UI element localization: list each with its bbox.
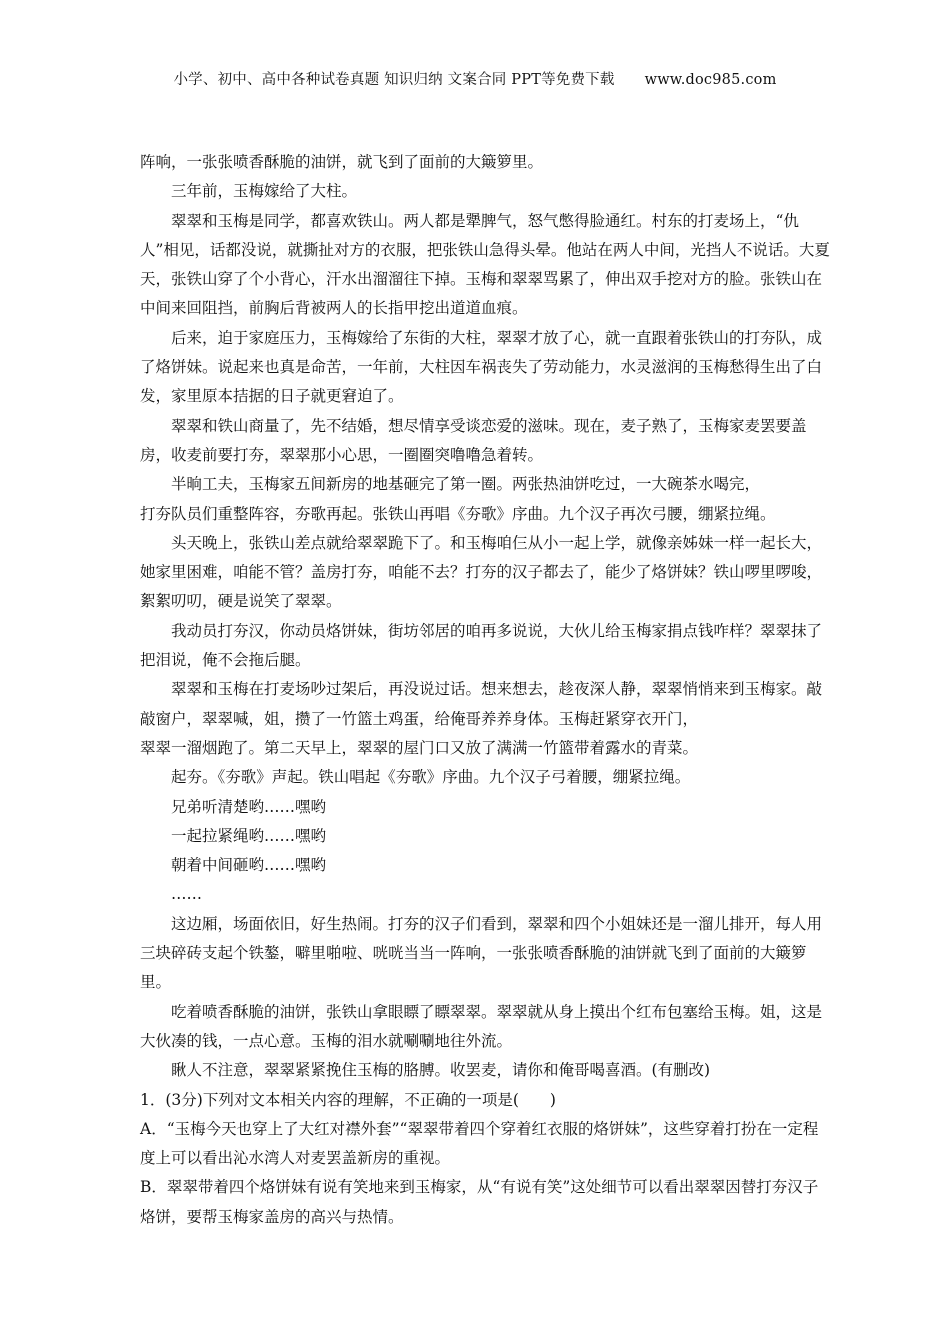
story-paragraph: 翠翠和玉梅是同学，都喜欢铁山。两人都是犟脾气，怒气憋得脸通红。村东的打麦场上，“仇人”相见，话都没说，就撕扯对方的衣服，把张铁山急得头晕。他站在两人中间，光挡人不说话。大夏天，张铁山穿了个小背心，汗水出溜溜往下掉。玉梅和翠翠骂累了，伸出双手挖对方的脸。张铁山在中间来回阻挡，前胸后背被两人的长指甲挖出道道血痕。 [140,211,830,318]
story-paragraph: 头天晚上，张铁山差点就给翠翠跪下了。和玉梅咱仨从小一起上学，就像亲姊妹一样一起长大，她家里困难，咱能不管？盖房打夯，咱能不去？打夯的汉子都去了，能少了烙饼妹？铁山啰里啰唆，絮絮叨叨，硬是说笑了翠翠。 [140,533,823,611]
header-site-link[interactable]: www.doc985.com [644,72,777,88]
story-paragraph: 这边厢，场面依旧，好生热闹。打夯的汉子们看到，翠翠和四个小姐妹还是一溜儿排开，每人用三块碎砖支起个铁鏊，噼里啪啦、咣咣当当一阵响，一张张喷香酥脆的油饼就飞到了面前的大簸箩里。 [140,914,823,992]
song-verse: …… [171,885,202,904]
story-paragraph: 三年前，玉梅嫁给了大柱。 [171,182,358,201]
story-paragraph: 我动员打夯汉，你动员烙饼妹，街坊邻居的咱再多说说，大伙儿给玉梅家捐点钱咋样？翠翠抹了把泪说，俺不会拖后腿。 [140,621,823,670]
song-verse: 一起拉紧绳哟……嘿哟 [171,826,327,845]
story-paragraph: 吃着喷香酥脆的油饼，张铁山拿眼瞟了瞟翠翠。翠翠就从身上摸出个红布包塞给玉梅。姐，这是大伙凑的钱，一点心意。玉梅的泪水就唰唰地往外流。 [140,1002,823,1050]
document-body [140,148,830,1232]
story-continuation: 阵响，一张张喷香酥脆的油饼，就飞到了面前的大簸箩里。 [140,153,544,171]
header-text: 小学、初中、高中各种试卷真题 知识归纳 文案合同 PPT等免费下载 [173,72,615,88]
story-paragraph: 翠翠和玉梅在打麦场吵过架后，再没说过话。想来想去，趁夜深人静，翠翠悄悄来到玉梅家。敲敲窗户，翠翠喊，姐，攒了一竹篮土鸡蛋，给俺哥养养身体。玉梅赶紧穿衣开门， [140,680,823,728]
story-paragraph-cont: 翠翠一溜烟跑了。第二天早上，翠翠的屋门口又放了满满一竹篮带着露水的青菜。 [140,738,699,757]
song-verse: 兄弟听清楚哟……嘿哟 [171,797,327,816]
story-paragraph: 瞅人不注意，翠翠紧紧挽住玉梅的胳膊。收罢麦，请你和俺哥喝喜酒。(有删改) [171,1061,711,1080]
story-paragraph: 半晌工夫，玉梅家五间新房的地基砸完了第一圈。两张热油饼吃过，一大碗茶水喝完， [171,475,761,494]
story-paragraph: 后来，迫于家庭压力，玉梅嫁给了东街的大柱，翠翠才放了心，就一直跟着张铁山的打夯队，成了烙饼妹。说起来也真是命苦，一年前，大柱因车祸丧失了劳动能力，水灵滋润的玉梅愁得生出了白发，家里原本拮据的日子就更窘迫了。 [140,328,823,406]
question-option-a: A．“玉梅今天也穿上了大红对襟外套”“翠翠带着四个穿着红衣服的烙饼妹”，这些穿着打扮在一定程度上可以看出沁水湾人对麦罢盖新房的重视。 [140,1119,819,1168]
question-title: 1．(3分)下列对文本相关内容的理解，不正确的一项是( ) [140,1090,556,1109]
page-header [0,68,950,89]
story-paragraph: 翠翠和铁山商量了，先不结婚，想尽情享受谈恋爱的滋味。现在，麦子熟了，玉梅家麦罢要盖房，收麦前要打夯，翠翠那小心思，一圈圈突噜噜急着转。 [140,416,807,464]
question-option-b: B．翠翠带着四个烙饼妹有说有笑地来到玉梅家，从“有说有笑”这处细节可以看出翠翠因替打夯汉子烙饼，要帮玉梅家盖房的高兴与热情。 [140,1178,819,1226]
story-paragraph: 起夯。《夯歌》声起。铁山唱起《夯歌》序曲。九个汉子弓着腰，绷紧拉绳。 [171,768,691,787]
story-paragraph-cont: 打夯队员们重整阵容，夯歌再起。张铁山再唱《夯歌》序曲。九个汉子再次弓腰，绷紧拉绳。 [140,504,776,523]
song-verse: 朝着中间砸哟……嘿哟 [171,856,327,875]
